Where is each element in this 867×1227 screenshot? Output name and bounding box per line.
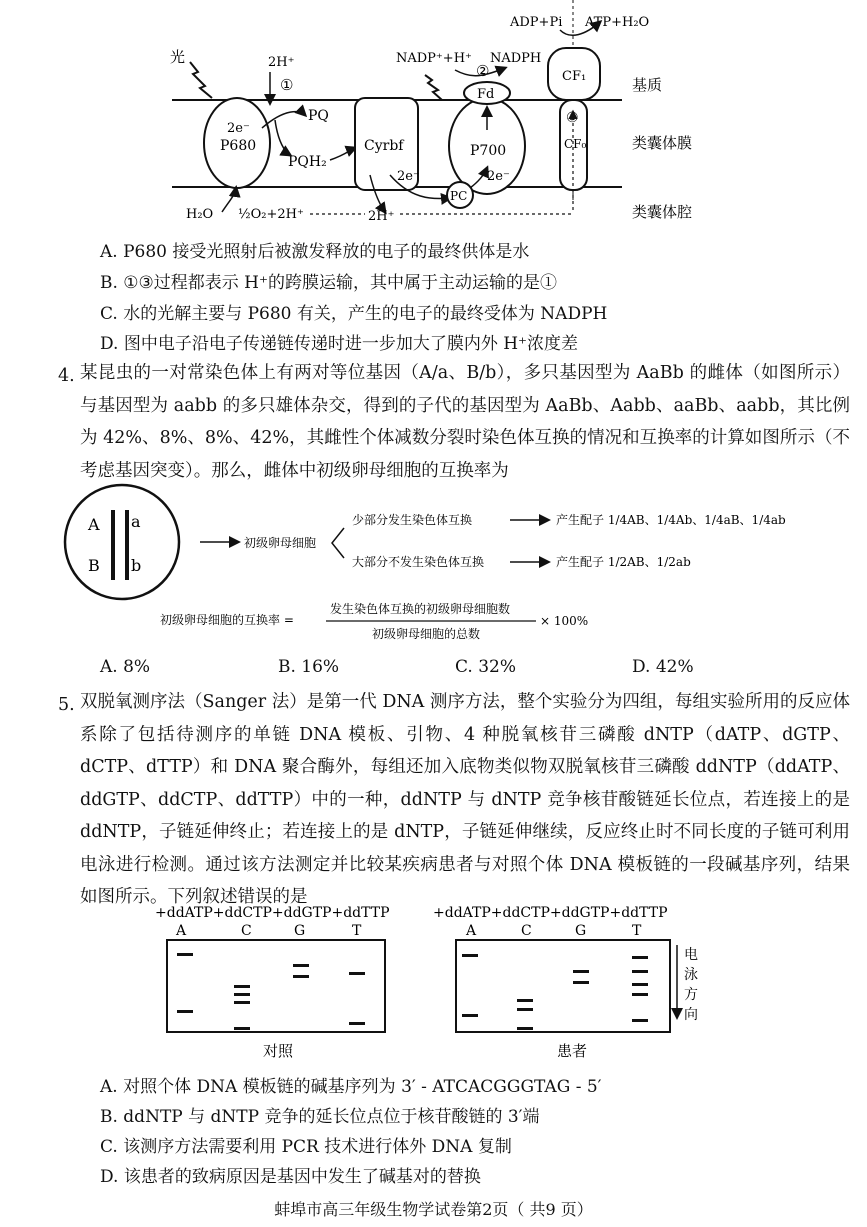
cyt-label: Cyrbf bbox=[364, 138, 404, 154]
control-lane-t: T bbox=[352, 923, 362, 939]
result1-label: 产生配子 1/4AB、1/4Ab、1/4aB、1/4ab bbox=[556, 513, 786, 527]
q5-text: 双脱氧测序法（Sanger 法）是第一代 DNA 测序方法，整个实验分为四组，每组实验所用的反应体系除了包括待测序的单链 DNA 模板、引物、4 种脱氧核苷三磷酸 dNTP（dATP、dGTP、dCTP、dTTP）和 DNA 聚合酶外，每组还加入底物类似物双脱氧核苷三磷酸 ddNTP（ddATP、ddGTP、ddCTP、ddTTP）中的一种，ddNTP 与 dNTP 竞争核苷酸链延长位点，若连接上的是 ddNTP，子链延伸终止；若连接上的是 dNTP，子链延伸继续，反应终止时不同长度的子链可利用电泳进行检测。通过该方法测定并比较某疾病患者与对照个体 DNA 模板链的一段碱基序列，结果如图所示。下列叙述错误的是 bbox=[80, 692, 850, 907]
light-label: 光 bbox=[170, 48, 186, 66]
q3-option-b: B. ①③过程都表示 H⁺的跨膜运输，其中属于主动运输的是① bbox=[100, 273, 557, 293]
gel-band bbox=[234, 985, 250, 988]
membrane-label: 类囊体膜 bbox=[632, 134, 693, 152]
gel-band bbox=[234, 993, 250, 996]
gel-band bbox=[462, 954, 478, 957]
pc-label: PC bbox=[450, 189, 468, 203]
control-lane-g: G bbox=[294, 923, 306, 939]
control-lane-c: C bbox=[241, 923, 252, 939]
h2o-label: H₂O bbox=[186, 207, 214, 222]
gel-band bbox=[517, 1027, 533, 1030]
pq-label: PQ bbox=[308, 108, 329, 124]
patient-header: +ddATP+ddCTP+ddGTP+ddTTP bbox=[433, 905, 668, 921]
nadph-label: NADPH bbox=[490, 51, 542, 66]
q5-option-c: C. 该测序方法需要利用 PCR 技术进行体外 DNA 复制 bbox=[100, 1137, 512, 1157]
atp-label: ATP+H₂O bbox=[585, 15, 650, 30]
q3-option-a: A. P680 接受光照射后被激发释放的电子的最终供体是水 bbox=[100, 242, 530, 262]
page-footer: 蚌埠市高三年级生物学试卷第2页（ 共9 页） bbox=[274, 1200, 593, 1219]
cell-type-label: 初级卵母细胞 bbox=[244, 536, 317, 550]
adp-label: ADP+Pi bbox=[510, 15, 563, 30]
p700-label: P700 bbox=[470, 143, 507, 159]
process-3-label: ③ bbox=[566, 110, 579, 126]
cf0-label: CF₀ bbox=[564, 137, 587, 151]
photosynthesis-diagram bbox=[0, 0, 867, 240]
q3-option-d: D. 图中电子沿电子传递链传递时进一步加大了膜内外 H⁺浓度差 bbox=[100, 334, 579, 354]
h2-top-label: 2H⁺ bbox=[268, 55, 295, 70]
control-gel-box bbox=[167, 940, 385, 1032]
p680-label: P680 bbox=[220, 138, 257, 154]
gel-band bbox=[632, 983, 648, 986]
gel-band bbox=[462, 1014, 478, 1017]
gene-a: a bbox=[131, 512, 141, 531]
direction-char-3: 方 bbox=[684, 987, 698, 1003]
gel-band bbox=[632, 956, 648, 959]
cf1-label: CF₁ bbox=[562, 69, 587, 84]
gel-band bbox=[293, 975, 309, 978]
gel-band bbox=[632, 970, 648, 973]
gel-band bbox=[234, 1027, 250, 1030]
stroma-label: 基质 bbox=[632, 76, 663, 94]
direction-char-1: 电 bbox=[684, 947, 698, 963]
control-header: +ddATP+ddCTP+ddGTP+ddTTP bbox=[155, 905, 390, 921]
light-bolt-icon-2 bbox=[425, 75, 442, 100]
process-2-label: ② bbox=[476, 62, 490, 80]
lumen-label: 类囊体腔 bbox=[632, 203, 693, 221]
gel-band bbox=[349, 1022, 365, 1025]
cell-circle bbox=[65, 485, 179, 599]
gel-band bbox=[517, 1008, 533, 1011]
q5-option-d: D. 该患者的致病原因是基因中发生了碱基对的替换 bbox=[100, 1167, 481, 1187]
gel-band bbox=[293, 964, 309, 967]
q4-number: 4. bbox=[58, 366, 75, 386]
formula-denominator: 初级卵母细胞的总数 bbox=[372, 627, 481, 641]
gene-B: B bbox=[88, 556, 100, 575]
o2-label: ½O₂+2H⁺ bbox=[238, 207, 304, 222]
q4-answer-a: A. 8% bbox=[100, 657, 151, 677]
q4-text: 某昆虫的一对常染色体上有两对等位基因（A/a、B/b），多只基因型为 AaBb 的雌体（如图所示）与基因型为 aabb 的多只雄体杂交，得到的子代的基因型为 AaBb、Aabb、aaBb、aabb，其比例为 42%、8%、8%、42%，其雌性个体减数分裂时染色体互换的情况和互换率的计算如图所示（不考虑基因突变）。那么，雌体中初级卵母细胞的互换率为 bbox=[80, 363, 850, 481]
direction-char-4: 向 bbox=[684, 1007, 698, 1023]
gel-band bbox=[177, 953, 193, 956]
gene-A: A bbox=[88, 515, 100, 534]
gel-band bbox=[517, 999, 533, 1002]
gene-b: b bbox=[131, 556, 142, 575]
patient-lane-t: T bbox=[632, 923, 642, 939]
fd-label: Fd bbox=[477, 87, 495, 102]
crossover-diagram bbox=[0, 480, 867, 660]
gel-band bbox=[573, 970, 589, 973]
patient-lane-g: G bbox=[575, 923, 587, 939]
e2-p700-label: 2e⁻ bbox=[487, 169, 510, 184]
gel-band bbox=[177, 1010, 193, 1013]
result2-label: 产生配子 1/2AB、1/2ab bbox=[556, 555, 691, 569]
patient-lane-c: C bbox=[521, 923, 532, 939]
gel-band bbox=[349, 972, 365, 975]
gel-band bbox=[573, 981, 589, 984]
patient-lane-a: A bbox=[466, 923, 477, 939]
pqh2-label: PQH₂ bbox=[288, 154, 327, 170]
branch2-label: 大部分不发生染色体互换 bbox=[352, 555, 485, 569]
e2-cyt-label: 2e⁻ bbox=[397, 169, 420, 184]
gel-band bbox=[234, 1001, 250, 1004]
q3-option-c: C. 水的光解主要与 P680 有关，产生的电子的最终受体为 NADPH bbox=[100, 304, 608, 324]
q4-answer-c: C. 32% bbox=[455, 657, 516, 677]
q5-number: 5. bbox=[58, 695, 75, 715]
branch1-label: 少部分发生染色体互换 bbox=[352, 513, 473, 527]
h2-bottom-label: 2H⁺ bbox=[368, 209, 395, 224]
nadp-in-label: NADP⁺+H⁺ bbox=[396, 51, 472, 66]
formula-left: 初级卵母细胞的互换率 = bbox=[160, 613, 294, 627]
sequencing-gel-figure bbox=[0, 895, 867, 1070]
light-bolt-icon bbox=[190, 62, 212, 98]
e2-p680-label: 2e⁻ bbox=[227, 121, 250, 136]
control-label: 对照 bbox=[263, 1042, 294, 1060]
gel-band bbox=[632, 1019, 648, 1022]
patient-label: 患者 bbox=[557, 1042, 588, 1060]
q5-option-a: A. 对照个体 DNA 模板链的碱基序列为 3′ - ATCACGGGTAG - 5′ bbox=[100, 1077, 602, 1097]
formula-numerator: 发生染色体互换的初级卵母细胞数 bbox=[330, 602, 511, 616]
direction-char-2: 泳 bbox=[684, 967, 698, 983]
q4-answer-d: D. 42% bbox=[632, 657, 694, 677]
process-1-label: ① bbox=[280, 76, 294, 94]
q4-answer-b: B. 16% bbox=[278, 657, 340, 677]
gel-band bbox=[632, 993, 648, 996]
q5-option-b: B. ddNTP 与 dNTP 竞争的延长位点位于核苷酸链的 3′端 bbox=[100, 1107, 540, 1127]
formula-multiplier: × 100% bbox=[540, 614, 589, 628]
control-lane-a: A bbox=[176, 923, 187, 939]
